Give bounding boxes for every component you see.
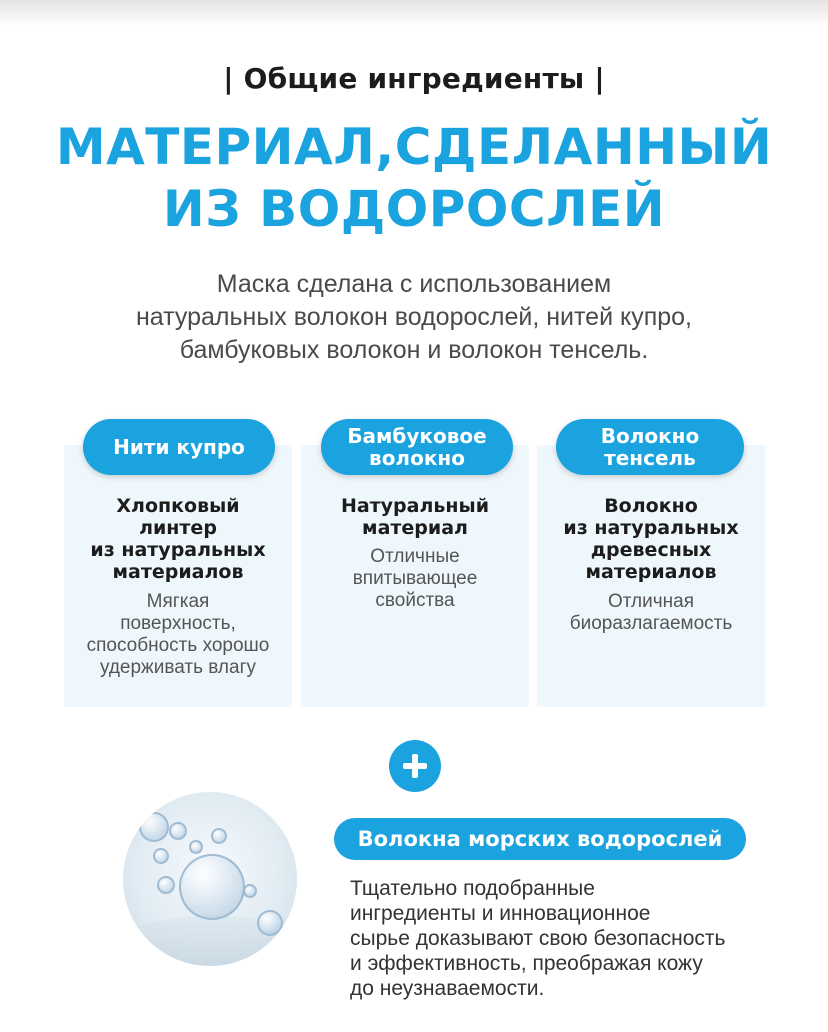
bubble [211, 828, 227, 844]
bubbles-image [123, 792, 297, 966]
top-shadow [0, 0, 828, 26]
pill-bamboo [321, 419, 513, 475]
pill-label: Нити купро [113, 435, 245, 459]
section-label: | Общие ингредиенты | [223, 62, 605, 95]
bubble [169, 822, 187, 840]
pill-algae: Волокна морских водорослей [334, 818, 746, 860]
intro-line-3: бамбуковых волокон и волокон тенсель. [179, 336, 649, 364]
headline-line-1: МАТЕРИАЛ,СДЕЛАННЫЙ [55, 118, 773, 176]
card-title: Волокно из натуральных древесных материалов [563, 495, 739, 583]
plus-icon [389, 740, 441, 792]
card-tencel [537, 445, 765, 707]
intro-line-2: натуральных волокон водорослей, нитей купро, [135, 303, 693, 331]
algae-desc: Тщательно подобранные ингредиенты и инновационное сырье доказывают свою безопасность и эффективность, преображая кожу до неузнаваемости. [350, 877, 726, 1000]
card-desc: Отличная биоразлагаемость [569, 591, 733, 634]
intro-line-1: Маска сделана с использованием [216, 270, 612, 298]
headline [0, 116, 828, 240]
bubble [257, 910, 283, 936]
card-desc: Отличные впитывающее свойства [352, 546, 478, 611]
card-bamboo [301, 445, 529, 707]
card-title: Хлопковый линтер из натуральных материалов [90, 495, 266, 583]
pill-label: Бамбуковое волокно [347, 424, 487, 470]
card-title: Натуральный материал [340, 495, 490, 539]
pill-label: Волокно тенсель [600, 424, 700, 470]
pill-cupro [83, 419, 275, 475]
card-desc: Мягкая поверхность, способность хорошо удерживать влагу [86, 591, 270, 678]
pill-tencel [556, 419, 744, 475]
bubble [157, 876, 175, 894]
card-cupro [64, 445, 292, 707]
bubble [189, 840, 203, 854]
headline-line-2: ИЗ ВОДОРОСЛЕЙ [162, 180, 666, 238]
bubble [179, 854, 245, 920]
bubble [153, 848, 169, 864]
intro-text [0, 268, 828, 367]
bubble [243, 884, 257, 898]
bubble [139, 812, 169, 842]
